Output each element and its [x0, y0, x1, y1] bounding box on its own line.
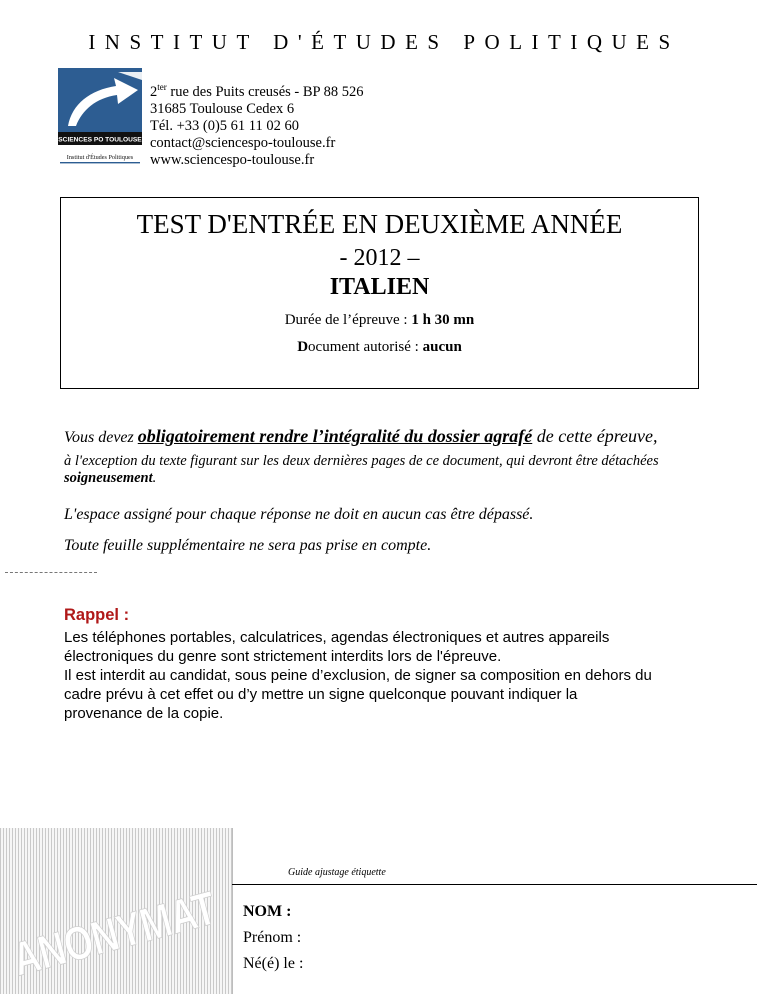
address-street: $2^{ter}$ rue des Puits creusés - BP 88 526: [150, 82, 364, 100]
rappel-line: provenance de la copie.: [64, 705, 224, 722]
exam-year: - 2012 –: [339, 245, 420, 271]
exam-duration: Durée de l’épreuve : 1 h 30 mn: [284, 312, 475, 328]
exam-title-box: [60, 197, 699, 389]
address-phone: Tél. +33 (0)5 61 11 02 60: [150, 117, 299, 134]
institute-title: INSTITUT D'ÉTUDES POLITIQUES: [88, 30, 680, 54]
prenom-field-label: Prénom :: [243, 929, 302, 946]
sciences-po-logo: [58, 68, 142, 164]
anonymat-box: [0, 828, 233, 994]
rappel-line: Il est interdit au candidat, sous peine d’exclusion, de signer sa composition en dehors du: [64, 667, 652, 684]
exam-documents: Document autorisé : aucun: [297, 339, 462, 355]
address-city: 31685 Toulouse Cedex 6: [150, 100, 295, 117]
logo-school-name: SCIENCES PO TOULOUSE: [58, 136, 142, 144]
exam-subject: ITALIEN: [329, 274, 430, 300]
address-website[interactable]: www.sciencespo-toulouse.fr: [150, 151, 315, 168]
instruction-return-dossier: Vous devez obligatoirement rendre l’intégralité du dossier agrafé de cette épreuve,: [64, 426, 658, 446]
rappel-heading: Rappel :: [64, 606, 130, 624]
label-guide-line: [232, 884, 757, 885]
rappel-line: Les téléphones portables, calculatrices, agendas électroniques et autres appareils: [64, 629, 610, 646]
rappel-text: [64, 628, 714, 723]
label-guide-text: Guide ajustage étiquette: [288, 867, 386, 878]
exam-title: TEST D'ENTRÉE EN DEUXIÈME ANNÉE: [136, 209, 623, 239]
logo-subtitle: Institut d'Études Politiques: [66, 154, 134, 161]
birthdate-field-label: Né(é) le :: [243, 955, 304, 972]
dashed-separator: [5, 572, 97, 573]
rappel-line: électroniques du genre sont strictement interdits lors de l'épreuve.: [64, 648, 502, 665]
address-email[interactable]: contact@sciencespo-toulouse.fr: [150, 134, 336, 151]
address-block: [150, 79, 364, 169]
instruction-detach-pages: à l'exception du texte figurant sur les deux dernières pages de ce document, qui devront être détachées soigneusement.: [64, 453, 659, 486]
instruction-extra-sheets: Toute feuille supplémentaire ne sera pas prise en compte.: [64, 537, 432, 554]
nom-field-label: NOM :: [243, 903, 292, 920]
anonymat-stamp: [0, 828, 232, 994]
logo-underline: [60, 162, 140, 163]
rappel-line: cadre prévu à cet effet ou d’y mettre un signe quelconque pouvant indiquer la: [64, 686, 578, 703]
anonymat-stamp-text: ANONYMAT: [6, 865, 232, 986]
instruction-answer-space: L'espace assigné pour chaque réponse ne doit en aucun cas être dépassé.: [64, 506, 534, 523]
